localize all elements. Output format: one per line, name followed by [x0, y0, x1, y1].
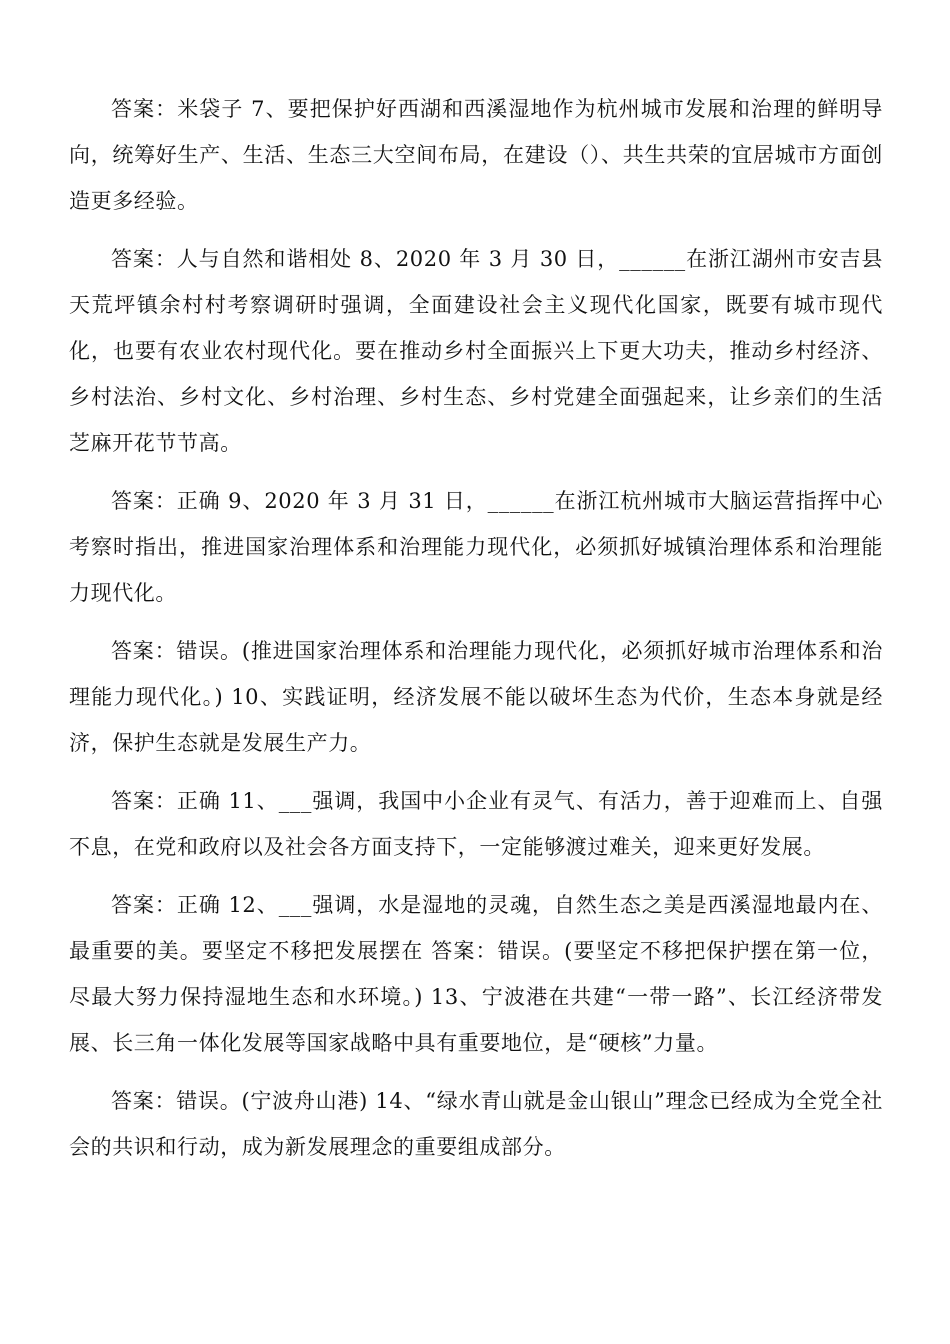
answer-paragraph-9: 答案：正确 9、2020 年 3 月 31 日，______在浙江杭州城市大脑运营指挥中心考察时指出，推进国家治理体系和治理能力现代化，必须抓好城镇治理体系和治理能力现代化。	[69, 489, 883, 605]
document-body	[69, 86, 883, 1182]
answer-paragraph-14: 答案：错误。(宁波舟山港) 14、“绿水青山就是金山银山”理念已经成为全党全社会的共识和行动，成为新发展理念的重要组成部分。	[69, 1089, 883, 1159]
answer-paragraph-12-13: 答案：正确 12、___强调，水是湿地的灵魂，自然生态之美是西溪湿地最内在、最重要的美。要坚定不移把发展摆在 答案：错误。(要坚定不移把保护摆在第一位，尽最大努力保持湿地生态和水环境。) 13、宁波港在共建“一带一路”、长江经济带发展、长三角一体化发展等国家战略中具有重要地位，是“硬核”力量。	[69, 893, 883, 1055]
answer-paragraph-7: 答案：米袋子 7、要把保护好西湖和西溪湿地作为杭州城市发展和治理的鲜明导向，统筹好生产、生活、生态三大空间布局，在建设（）、共生共荣的宜居城市方面创造更多经验。	[69, 97, 883, 213]
answer-paragraph-8: 答案：人与自然和谐相处 8、2020 年 3 月 30 日，______在浙江湖州市安吉县天荒坪镇余村村考察调研时强调，全面建设社会主义现代化国家，既要有城市现代化，也要有农业农村现代化。要在推动乡村全面振兴上下更大功夫，推动乡村经济、乡村法治、乡村文化、乡村治理、乡村生态、乡村党建全面强起来，让乡亲们的生活芝麻开花节节高。	[69, 247, 883, 455]
answer-paragraph-10: 答案：错误。(推进国家治理体系和治理能力现代化，必须抓好城市治理体系和治理能力现代化。) 10、实践证明，经济发展不能以破坏生态为代价，生态本身就是经济，保护生态就是发展生产力。	[69, 639, 883, 755]
answer-paragraph-11: 答案：正确 11、___强调，我国中小企业有灵气、有活力，善于迎难而上、自强不息，在党和政府以及社会各方面支持下，一定能够渡过难关，迎来更好发展。	[69, 789, 883, 859]
